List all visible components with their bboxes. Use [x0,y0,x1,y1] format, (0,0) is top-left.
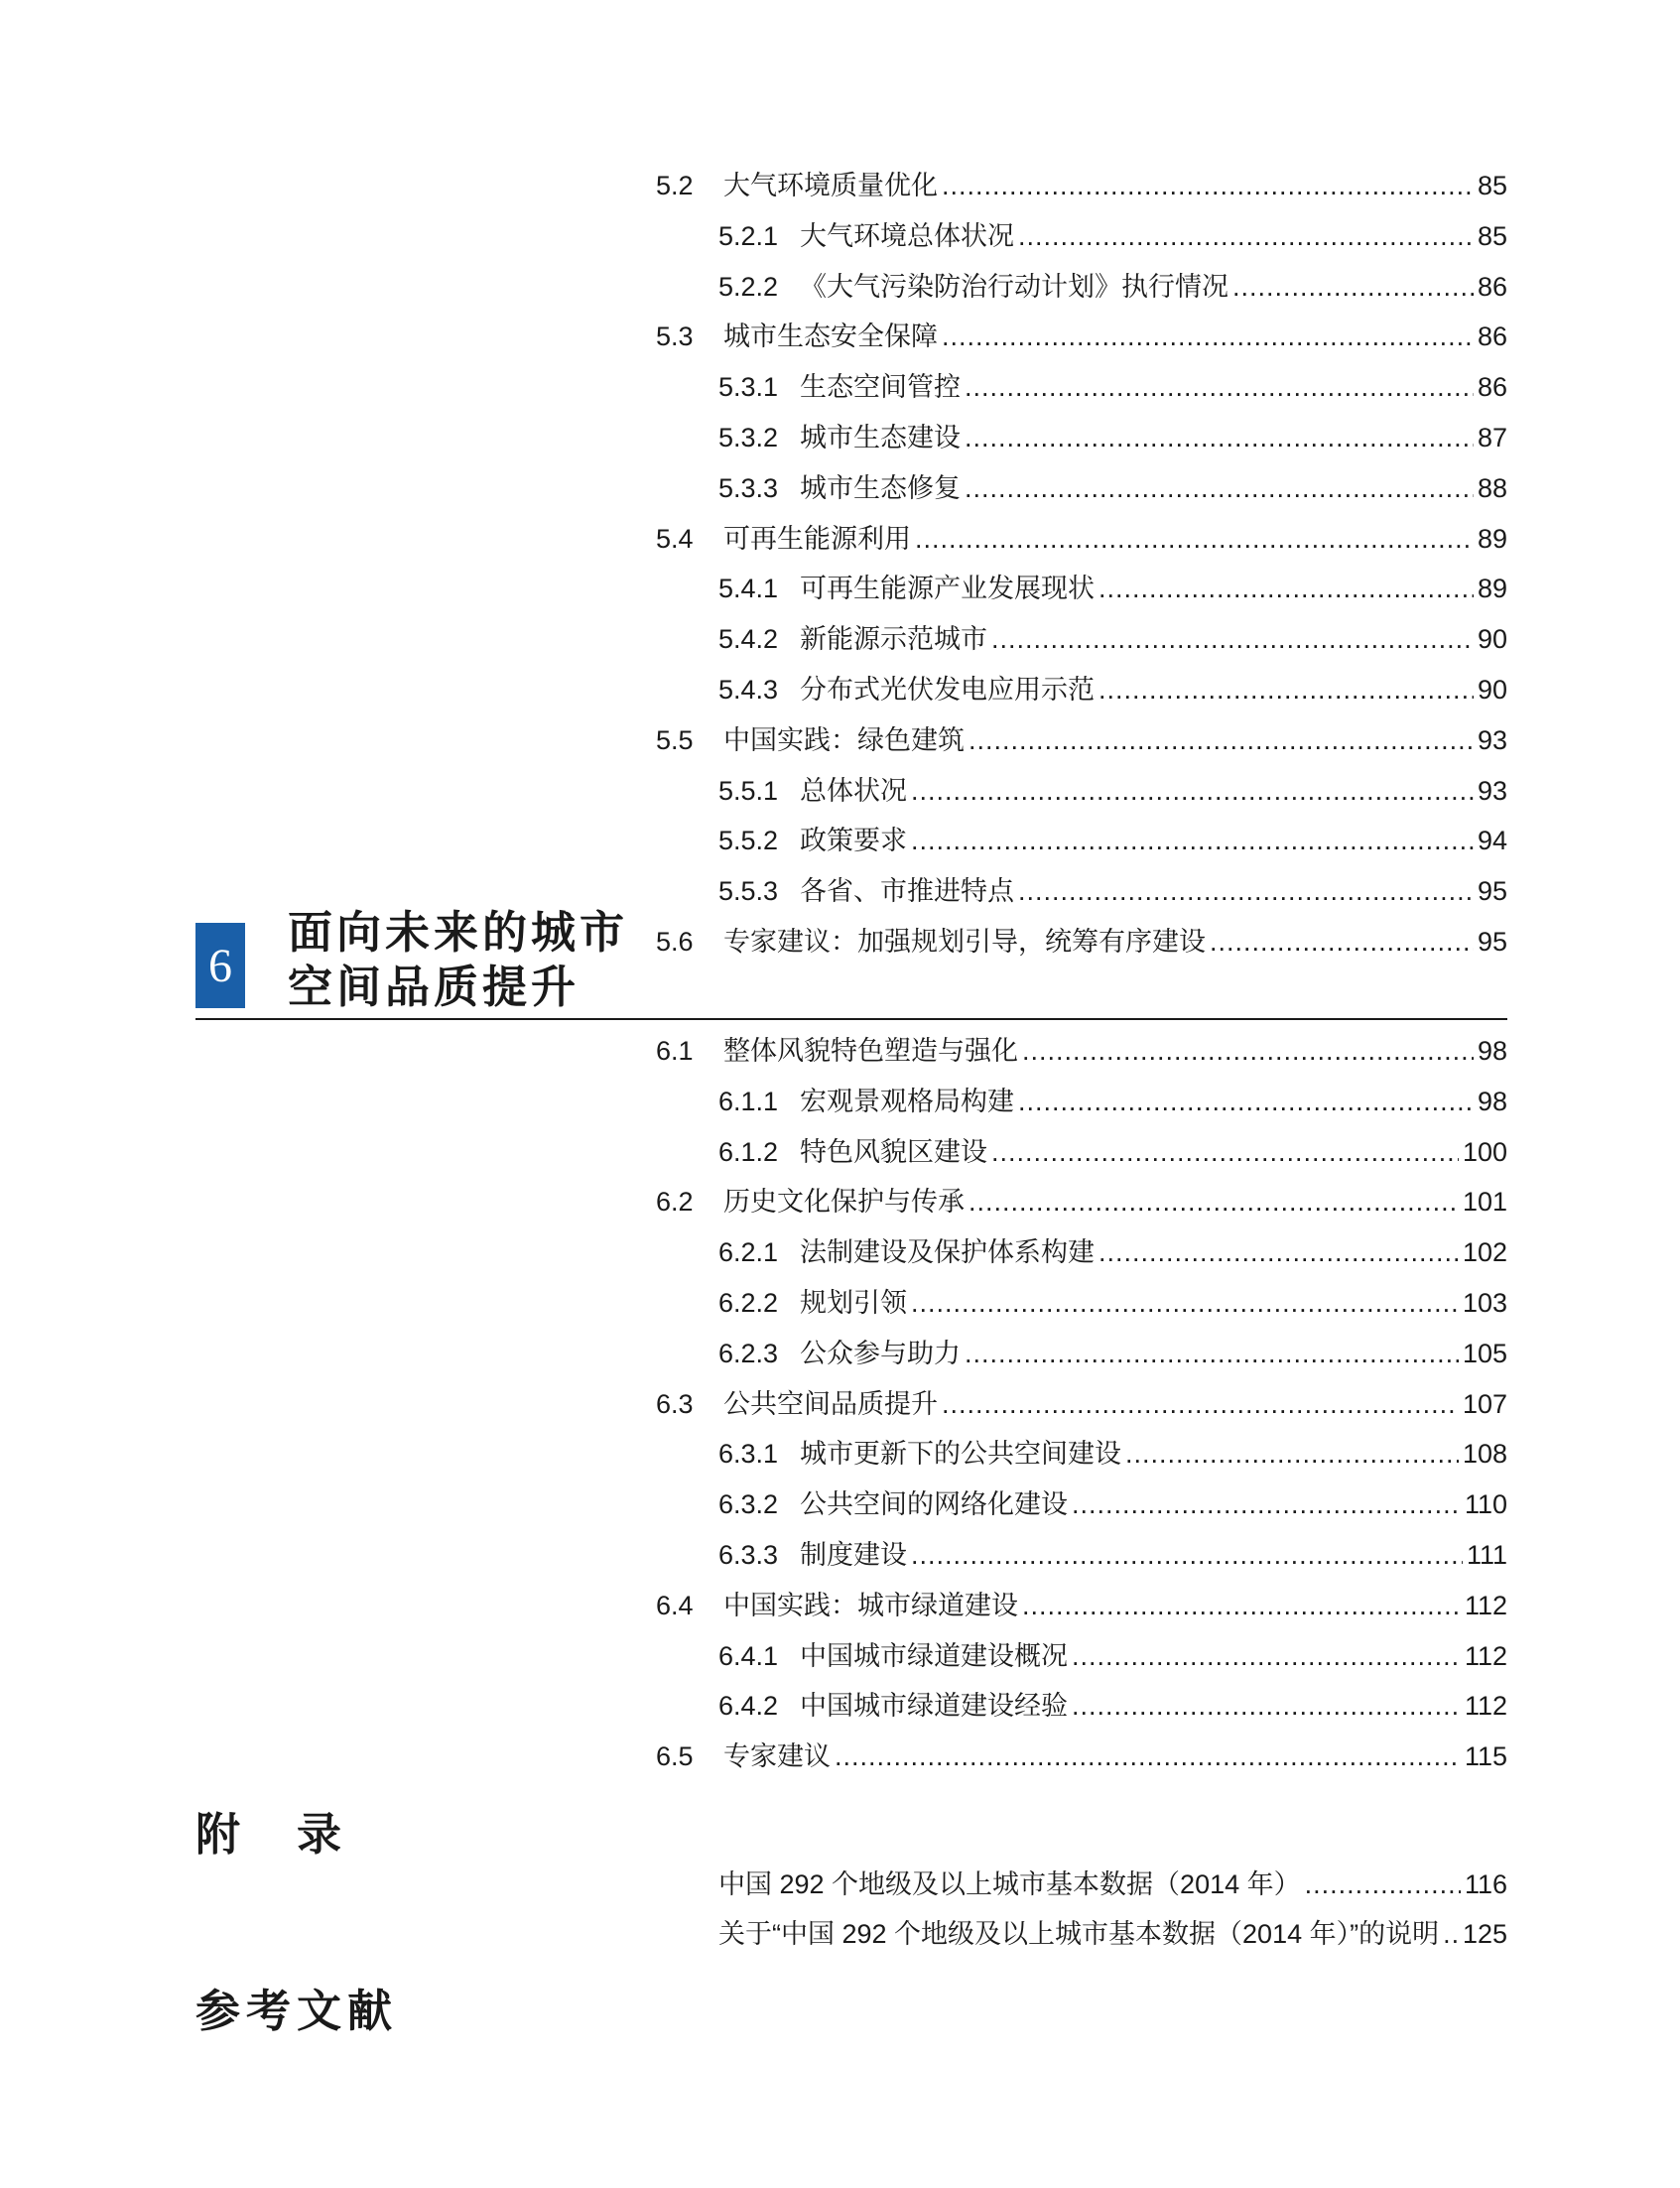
toc-leader-dots [1098,1235,1459,1269]
toc-entry-title: 各省、市推进特点 [800,876,1014,907]
toc-entry-title: 宏观景观格局构建 [800,1086,1014,1116]
toc-entry-title: 大气环境总体状况 [800,220,1014,251]
toc-entry-number: 5.5.2 [718,826,779,856]
toc-entry[interactable] [718,774,1507,808]
toc-entry-title: 法制建设及保护体系构建 [800,1237,1095,1268]
chapter-divider [195,1018,1507,1020]
toc-entry-title: 专家建议：加强规划引导，统筹有序建设 [723,927,1206,957]
toc-entry-title: 分布式光伏发电应用示范 [800,675,1095,705]
toc-entry-number: 5.3.2 [718,423,779,452]
toc-entry-page: 85 [1477,220,1507,251]
toc-entry-page: 112 [1464,1640,1507,1671]
toc-entry[interactable] [718,1286,1507,1320]
toc-entry-title: 中国城市绿道建设概况 [800,1640,1068,1671]
toc-entry-page: 93 [1477,775,1507,806]
toc-entry-title: 城市生态建设 [800,423,961,452]
toc-entry-page: 86 [1477,271,1507,302]
toc-entry[interactable] [656,1589,1507,1622]
toc-entry-page: 102 [1462,1237,1507,1268]
toc-entry-title: 公共空间的网络化建设 [800,1489,1068,1520]
toc-leader-dots [1018,219,1474,253]
toc-entry-page: 90 [1477,624,1507,655]
toc-leader-dots [965,421,1474,454]
toc-entry-number: 6.3 [656,1388,694,1419]
toc-entry-page: 107 [1462,1388,1507,1419]
toc-entry-number: 6.4 [656,1590,694,1620]
toc-entry-title: 总体状况 [800,775,907,806]
toc-entry-number: 6.3.2 [718,1489,779,1520]
toc-entry-number: 5.3.3 [718,472,779,503]
toc-entry-number: 5.4.3 [718,675,779,705]
toc-entry-title: 新能源示范城市 [800,624,987,655]
toc-entry-page: 89 [1477,523,1507,554]
toc-entry-number: 5.4.1 [718,574,779,604]
toc-leader-dots [969,723,1474,757]
toc-leader-dots [1018,1085,1474,1118]
toc-leader-dots [942,1387,1459,1421]
toc-leader-dots [991,1135,1459,1169]
toc-entry-page: 85 [1477,171,1507,200]
toc-entry-page: 89 [1477,574,1507,604]
toc-entry[interactable] [718,572,1507,605]
toc-leader-dots [991,622,1474,656]
toc-entry-title: 中国实践：城市绿道建设 [723,1590,1018,1620]
toc-entry-page: 105 [1462,1338,1507,1368]
toc-entry[interactable] [718,1867,1507,1901]
toc-entry-number: 5.6 [656,927,694,957]
toc-leader-dots [1098,572,1474,605]
toc-entry[interactable] [656,1739,1507,1773]
chapter-title-line1: 面向未来的城市 [288,906,629,959]
toc-entry[interactable] [718,1235,1507,1269]
toc-entry[interactable] [718,219,1507,253]
toc-entry-number: 6.2 [656,1187,694,1218]
toc-entry[interactable] [718,1337,1507,1370]
toc-entry-title: 公众参与助力 [800,1338,961,1368]
toc-entry-page: 116 [1464,1869,1507,1899]
chapter-title [288,905,655,1014]
toc-leader-dots [1305,1867,1461,1901]
toc-entry-number: 5.3 [656,322,694,352]
toc-leader-dots [915,522,1474,556]
toc-entry[interactable] [718,824,1507,857]
toc-entry[interactable] [718,1917,1507,1951]
toc-entry-number: 5.2 [656,171,694,200]
toc-leader-dots [1022,1034,1474,1068]
toc-entry[interactable] [656,925,1507,959]
toc-entry-number: 5.5 [656,724,694,755]
toc-entry[interactable] [718,471,1507,505]
toc-entry-number: 5.3.1 [718,372,779,403]
toc-entry-title: 公共空间品质提升 [723,1388,938,1419]
toc-entry-page: 90 [1477,675,1507,705]
toc-entry-number: 5.2.2 [718,271,779,302]
toc-entry[interactable] [656,723,1507,757]
chapter-title-line2: 空间品质提升 [288,961,581,1013]
toc-leader-dots [1018,874,1474,908]
toc-entry[interactable] [656,522,1507,556]
toc-entry-number: 5.2.1 [718,220,779,251]
toc-entry-page: 112 [1464,1691,1507,1722]
toc-entry-title: 专家建议 [723,1741,831,1772]
toc-entry[interactable] [718,370,1507,404]
toc-entry[interactable] [718,421,1507,454]
toc-entry-title: 关于“中国 292 个地级及以上城市基本数据（2014 年）”的说明 [718,1919,1440,1949]
toc-entry-page: 125 [1462,1919,1507,1949]
toc-leader-dots [965,471,1474,505]
toc-entry-page: 93 [1477,724,1507,755]
toc-entry-number: 5.4 [656,523,694,554]
toc-entry-number: 6.4.1 [718,1640,779,1671]
toc-entry-page: 110 [1464,1489,1507,1520]
toc-leader-dots [835,1739,1461,1773]
toc-entry-page: 103 [1462,1288,1507,1318]
toc-leader-dots [969,1185,1459,1219]
toc-entry-page: 86 [1477,372,1507,403]
toc-entry-number: 6.4.2 [718,1691,779,1722]
toc-entry-number: 6.1.2 [718,1136,779,1167]
toc-leader-dots [1072,1639,1461,1673]
toc-leader-dots [1072,1487,1461,1521]
toc-entry-title: 历史文化保护与传承 [723,1187,965,1218]
toc-entry-page: 100 [1462,1136,1507,1167]
toc-entry[interactable] [718,673,1507,707]
toc-entry-title: 中国城市绿道建设经验 [800,1691,1068,1722]
toc-entry-page: 95 [1477,876,1507,907]
toc-entry[interactable] [656,1034,1507,1068]
toc-entry-page: 95 [1477,927,1507,957]
chapter-number-badge [195,923,245,1008]
toc-entry-title: 中国 292 个地级及以上城市基本数据（2014 年） [718,1869,1301,1899]
toc-entry-number: 5.5.1 [718,775,779,806]
toc-entry-number: 6.2.2 [718,1288,779,1318]
toc-leader-dots [911,774,1474,808]
toc-leader-dots [965,1337,1459,1370]
toc-entry[interactable] [718,270,1507,304]
toc-entry-title: 城市更新下的公共空间建设 [800,1439,1121,1470]
toc-entry-number: 6.3.3 [718,1540,779,1570]
toc-entry-page: 111 [1466,1540,1507,1570]
toc-entry[interactable] [656,1185,1507,1219]
toc-entry-page: 98 [1477,1086,1507,1116]
toc-entry[interactable] [656,1387,1507,1421]
toc-entry-page: 115 [1464,1741,1507,1772]
toc-entry-title: 可再生能源利用 [723,523,911,554]
toc-entry-number: 6.1 [656,1036,694,1066]
chapter-number: 6 [208,939,232,992]
toc-entry-page: 86 [1477,322,1507,352]
toc-entry-page: 88 [1477,472,1507,503]
toc-entry-number: 6.5 [656,1741,694,1772]
toc-entry-title: 《大气污染防治行动计划》执行情况 [800,271,1228,302]
toc-leader-dots [1072,1689,1461,1723]
toc-leader-dots [1022,1589,1461,1622]
toc-entry[interactable] [718,1538,1507,1572]
toc-entry-page: 98 [1477,1036,1507,1066]
toc-entry-number: 6.2.3 [718,1338,779,1368]
toc-entry-page: 101 [1462,1187,1507,1218]
toc-entry[interactable] [718,1639,1507,1673]
toc-leader-dots [1125,1437,1459,1471]
toc-leader-dots [1210,925,1474,959]
toc-entry[interactable] [718,874,1507,908]
toc-leader-dots [1443,1917,1459,1951]
toc-entry-title: 整体风貌特色塑造与强化 [723,1036,1018,1066]
toc-entry-number: 5.4.2 [718,624,779,655]
toc-entry-page: 108 [1462,1439,1507,1470]
toc-entry-title: 生态空间管控 [800,372,961,403]
toc-entry-number: 5.5.3 [718,876,779,907]
references-heading: 参考文献 [195,1985,399,2037]
toc-leader-dots [942,320,1474,353]
toc-entry-title: 特色风貌区建设 [800,1136,987,1167]
toc-entry-title: 规划引领 [800,1288,907,1318]
toc-entry-page: 94 [1477,826,1507,856]
toc-entry-title: 中国实践：绿色建筑 [723,724,965,755]
toc-entry[interactable] [718,1437,1507,1471]
toc-entry-page: 112 [1464,1590,1507,1620]
toc-entry-number: 6.2.1 [718,1237,779,1268]
toc-leader-dots [1098,673,1474,707]
toc-leader-dots [965,370,1474,404]
toc-entry-title: 城市生态安全保障 [723,322,938,352]
toc-leader-dots [1232,270,1474,304]
appendix-heading: 附 录 [195,1808,348,1861]
toc-entry-number: 6.1.1 [718,1086,779,1116]
toc-entry-title: 政策要求 [800,826,907,856]
toc-entry[interactable] [718,1487,1507,1521]
toc-leader-dots [942,169,1474,202]
toc-entry-title: 制度建设 [800,1540,907,1570]
toc-entry[interactable] [718,1085,1507,1118]
toc-entry-title: 城市生态修复 [800,472,961,503]
toc-entry[interactable] [718,1135,1507,1169]
toc-entry-number: 6.3.1 [718,1439,779,1470]
toc-entry[interactable] [656,169,1507,202]
toc-entry-page: 87 [1477,423,1507,452]
toc-entry-title: 可再生能源产业发展现状 [800,574,1095,604]
toc-entry[interactable] [718,622,1507,656]
toc-leader-dots [911,824,1474,857]
toc-leader-dots [911,1286,1459,1320]
toc-entry[interactable] [656,320,1507,353]
toc-leader-dots [911,1538,1463,1572]
toc-entry-title: 大气环境质量优化 [723,171,938,200]
toc-entry[interactable] [718,1689,1507,1723]
